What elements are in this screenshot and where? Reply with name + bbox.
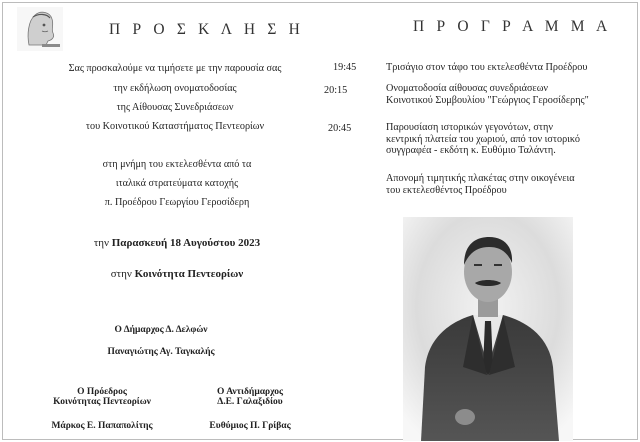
program-item-3-line-1: Παρουσίαση ιστορικών γεγονότων, στην — [386, 122, 553, 133]
program-item-1-line-1: Τρισάγιο στον τάφο του εκτελεσθέντα Προέδρου — [386, 62, 588, 73]
president-title-2: Κοινότητας Πεντεορίων — [53, 397, 151, 407]
program-item-3 — [386, 122, 580, 157]
event-date — [21, 237, 333, 249]
event-place-value: Κοινότητα Πεντεορίων — [134, 268, 244, 280]
mayor-name: Παναγιώτης Αγ. Ταγκαλής — [107, 347, 215, 357]
program-item-4-line-2: του εκτελεσθέντος Προέδρου — [386, 184, 507, 196]
event-place-prefix: στην — [110, 268, 135, 280]
invitation-line-1: Σας προσκαλούμε να τιμήσετε με την παρουσία σας — [68, 63, 282, 74]
program-item-2-line-1: Ονοματοδοσία αίθουσας συνεδριάσεων — [386, 83, 549, 94]
logo-image — [17, 7, 63, 51]
memory-line-3: π. Προέδρου Γεωργίου Γεροσίδερη — [104, 197, 250, 208]
program-time-2: 20:15 — [324, 85, 348, 96]
invitation-line-4: του Κοινοτικού Καταστήματος Πεντεορίων — [85, 121, 265, 132]
deputy-mayor-name: Ευθύμιος Π. Γρίβας — [209, 421, 291, 431]
event-date-prefix: την — [93, 237, 112, 249]
program-time-1: 19:45 — [333, 62, 357, 73]
program-item-2-line-2: Κοινοτικού Συμβουλίου "Γεώργιος Γεροσίδερης" — [386, 94, 589, 106]
portrait-photo — [403, 217, 573, 441]
invitation-line-3: της Αίθουσας Συνεδριάσεων — [116, 102, 234, 113]
program-item-3-line-3: συγγραφέα - εκδότη κ. Ευθύμιο Ταλάντη. — [386, 145, 556, 156]
program-time-3: 20:45 — [328, 123, 352, 134]
program-title: Π Ρ Ο Γ Ρ Α Μ Μ Α — [413, 18, 612, 35]
memory-line-1: στη μνήμη του εκτελεσθέντα από τα — [102, 159, 252, 170]
event-date-value: Παρασκευή 18 Αυγούστου 2023 — [111, 237, 261, 249]
program-item-3-line-2: κεντρική πλατεία του χωριού, από τον ιστορικό — [386, 133, 580, 145]
deputy-mayor-title-1: Ο Αντιδήμαρχος — [217, 387, 283, 397]
deputy-mayor-title-2: Δ.Ε. Γαλαξιδίου — [217, 397, 283, 407]
memory-line-2: ιταλικά στρατεύματα κατοχής — [115, 178, 239, 189]
mayor-title: Ο Δήμαρχος Δ. Δελφών — [114, 325, 208, 335]
president-name: Μάρκος Ε. Παπαπολίτης — [51, 421, 153, 431]
program-item-1 — [386, 62, 587, 74]
invitation-title: Π Ρ Ο Σ Κ Λ Η Σ Η — [109, 21, 305, 38]
invitation-line-2: την εκδήλωση ονοματοδοσίας — [113, 83, 237, 94]
program-item-2 — [386, 83, 589, 106]
event-place — [21, 268, 333, 280]
president-title-1: Ο Πρόεδρος — [77, 387, 127, 397]
program-item-4 — [386, 173, 624, 196]
invitation-card — [2, 2, 638, 440]
program-item-4-line-1: Απονομή τιμητικής πλακέτας στην οικογένεια — [386, 173, 575, 184]
